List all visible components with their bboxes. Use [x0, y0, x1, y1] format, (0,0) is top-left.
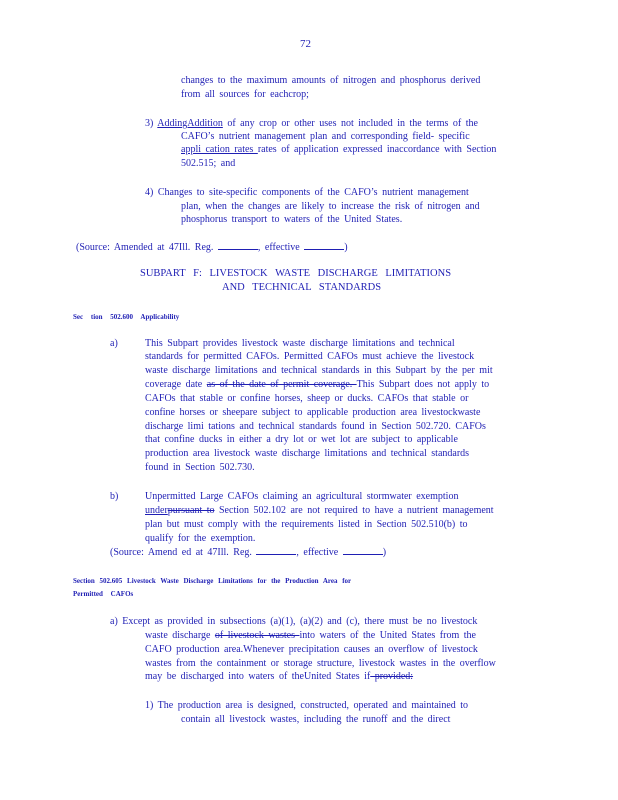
text-line: a) Except as provided in subsections (a)(1), (a)(2) and (c), there must be no livestock	[110, 616, 478, 627]
deleted-text: as of the date of permit coverage.	[206, 379, 357, 390]
section-heading: Section 502.605 Livestock Waste Discharge Limitations for the Production Area for	[73, 577, 352, 585]
text-line: waste discharge limitations and technical standards in this Subpart by the per mit	[145, 365, 493, 376]
text-line: that confine ducks in either a dry lot or wet lot are subject to applicable	[145, 434, 458, 445]
text-line: qualify for the exemption.	[145, 533, 256, 544]
source-note: (Source: Amended at 47Ill. Reg. , effective )	[76, 242, 348, 253]
text-line: CAFOs that stable or confine horses, sheep or ducks. CAFOs that stable or	[145, 393, 469, 404]
text-line: plan, when the changes are likely to increase the risk of nitrogen and	[181, 201, 480, 212]
text-line: production area livestock waste discharge limitations and technical standards	[145, 448, 470, 459]
text-line: discharge limi tations and technical standards found in Section 502.720. CAFOs	[145, 421, 486, 432]
section-heading: Sec tion 502.600 Applicability	[73, 313, 180, 321]
page-number: 72	[300, 38, 311, 50]
source-note: (Source: Amend ed at 47Ill. Reg. , effective )	[110, 547, 387, 558]
list-item-3: 3) AddingAddition of any crop or other uses not included in the terms of the	[145, 118, 478, 129]
text-line: plan but must comply with the requirements listed in Section 502.510(b) to	[145, 519, 468, 530]
list-item-4: 4) Changes to site-specific components of the CAFO’s nutrient management	[145, 187, 469, 198]
inserted-text: appli cation rates	[181, 144, 258, 155]
text-line: appli cation rates rates of application expressed inaccordance with Section	[181, 144, 497, 155]
text-line: Unpermitted Large CAFOs claiming an agricultural stormwater exemption	[145, 491, 459, 502]
text-line: CAFO production area.Whenever precipitation causes an overflow of livestock	[145, 644, 478, 655]
subpart-heading: SUBPART F: LIVESTOCK WASTE DISCHARGE LIMITATIONS	[140, 268, 452, 279]
text-line: 502.515; and	[181, 158, 236, 169]
list-item-1: 1) The production area is designed, constructed, operated and maintained to	[145, 700, 469, 711]
text-line: coverage date as of the date of permit coverage. This Subpart does not apply to	[145, 379, 490, 390]
text-line: CAFO’s nutrient management plan and corresponding field- specific	[181, 131, 470, 142]
text-line: waste discharge of livestock wastes into waters of the United States from the	[145, 630, 476, 641]
text-line: may be discharged into waters of theUnited States if provided:	[145, 671, 414, 682]
text-line: from all sources for eachcrop;	[181, 89, 309, 100]
text-line: changes to the maximum amounts of nitrogen and phosphorus derived	[181, 75, 481, 86]
deleted-text: of livestock wastes	[214, 630, 300, 641]
subpart-heading-cont: AND TECHNICAL STANDARDS	[222, 282, 382, 293]
text-line: wastes from the containment or storage structure, livestock wastes in the overflow	[145, 658, 496, 669]
item-label-a: a)	[110, 338, 118, 349]
item-label-b: b)	[110, 491, 119, 502]
text-line: confine horses or sheepare subject to applicable production area livestockwaste	[145, 407, 481, 418]
text-line: underpursuant to Section 502.102 are not required to have a nutrient management	[145, 505, 494, 516]
section-heading-cont: Permitted CAFOs	[73, 590, 134, 598]
text-line: found in Section 502.730.	[145, 462, 255, 473]
deleted-text: pursuant to	[167, 505, 215, 516]
text-line: contain all livestock wastes, including the runoff and the direct	[181, 714, 451, 725]
text-line: standards for permitted CAFOs. Permitted CAFOs must achieve the livestock	[145, 351, 475, 362]
deleted-text: provided:	[370, 671, 414, 682]
text-line: phosphorus transport to waters of the United States.	[181, 214, 403, 225]
inserted-text: AddingAddition	[157, 118, 223, 129]
text-line: This Subpart provides livestock waste discharge limitations and technical	[145, 338, 455, 349]
inserted-text: under	[145, 505, 168, 516]
